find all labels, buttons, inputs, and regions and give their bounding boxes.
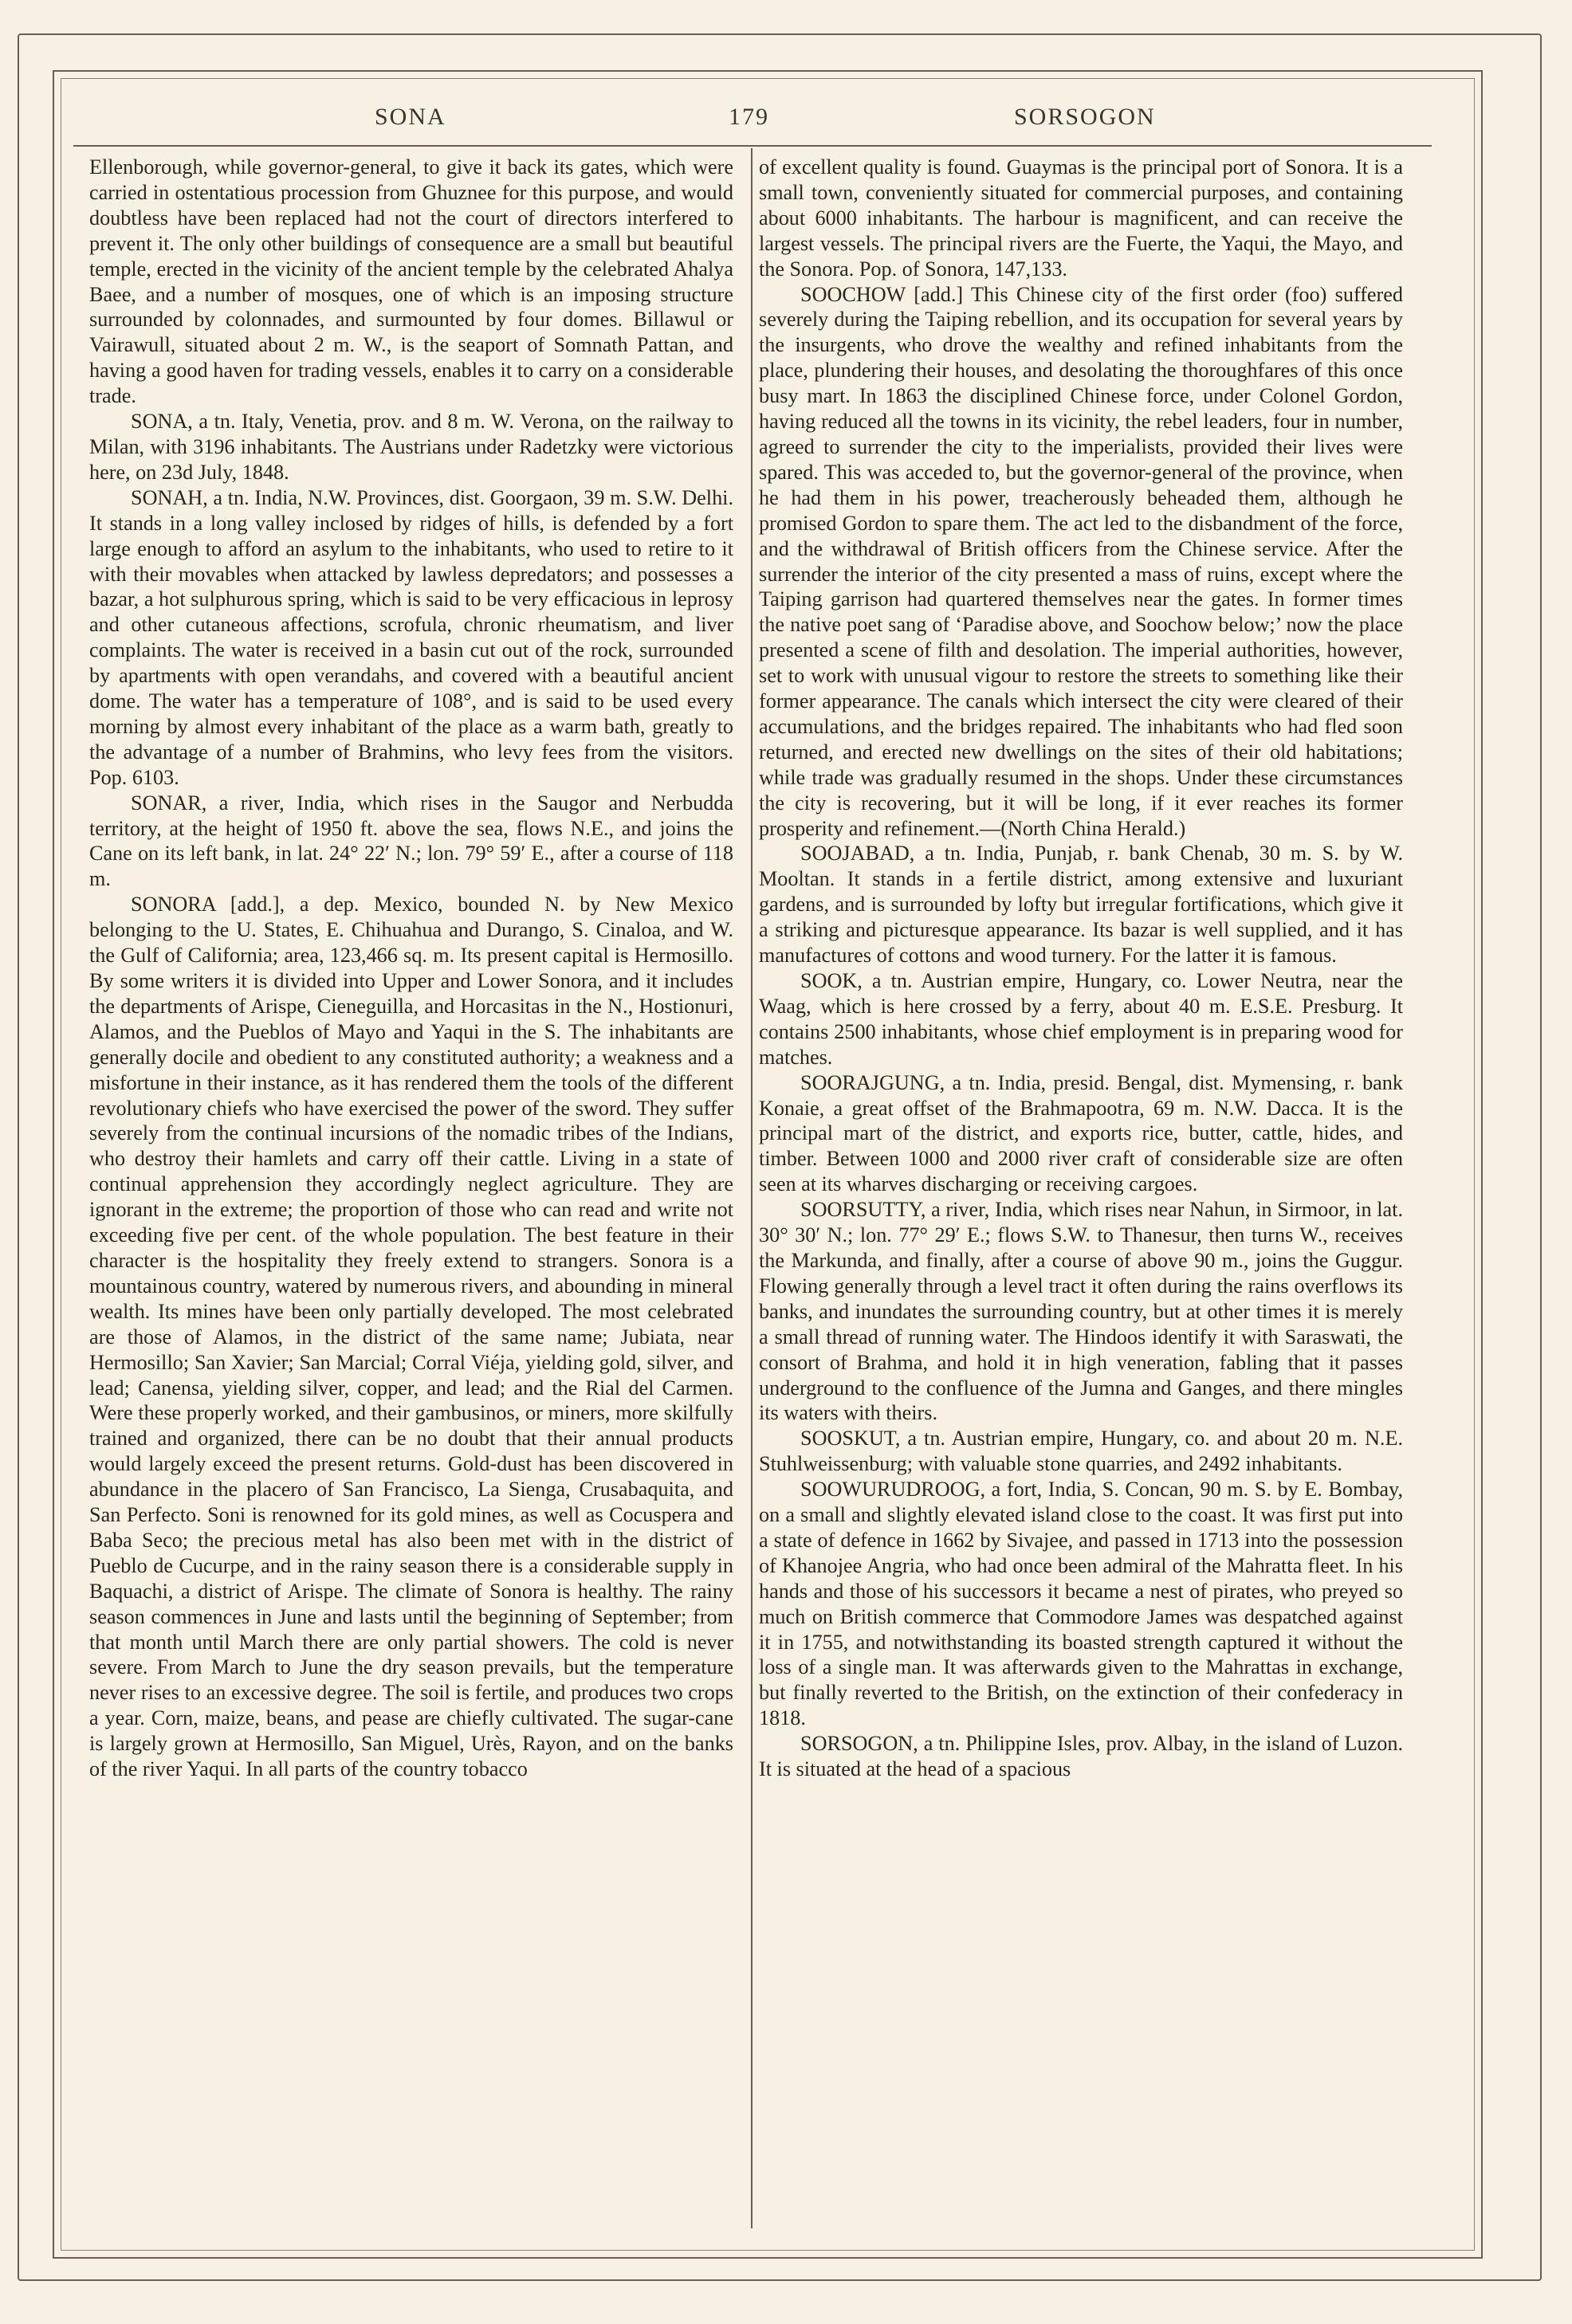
- entry-soorsutty: SOORSUTTY, a river, India, which rises near Nahun, in Sirmoor, in lat. 30° 30′ N.; lon. 77° 29′ E.; flows S.W. to Thanesur, then turns W., receives the Markunda, and finally, after a course of above 90 m., joins the Guggur. Flowing generally through a level tract it often during the rains overflows its banks, and inundates the surrounding country, but at other times it is merely a small thread of running water. The Hindoos identify it with Saraswati, the consort of Brahma, and hold it in high veneration, fabling that it passes underground to the confluence of the Jumna and Ganges, and there mingles its waters with theirs.: [759, 1198, 1403, 1425]
- entry-sonora: SONORA [add.], a dep. Mexico, bounded N. by New Mexico belonging to the U. States, E. Chihuahua and Durango, S. Cinaloa, and W. the Gulf of California; area, 123,466 sq. m. Its present capital is Hermosillo. By some writers it is divided into Upper and Lower Sonora, and it includes the departments of Arispe, Cieneguilla, and Horcasitas in the N., Hostionuri, Alamos, and the Pueblos of Mayo and Yaqui in the S. The inhabitants are generally docile and obedient to any constituted authority; a weakness and a misfortune in their instance, as it has rendered them the tools of the different revolutionary chiefs who have exercised the power of the sword. They suffer severely from the continual incursions of the nomadic tribes of the Indians, who destroy their hamlets and carry off their cattle. Living in a state of continual apprehension they accordingly neglect agriculture. They are ignorant in the extreme; the proportion of those who can read and write not exceeding five per cent. of the whole population. The best feature in their character is the hospitality they freely extend to strangers. Sonora is a mountainous country, watered by numerous rivers, and abounding in mineral wealth. Its mines have been only partially developed. The most celebrated are those of Alamos, in the district of the same name; Jubiata, near Hermosillo; San Xavier; San Marcial; Corral Viéja, yielding gold, silver, and lead; Canensa, yielding silver, copper, and lead; and the Rial del Carmen. Were these properly worked, and their gambusinos, or miners, more skilfully trained and organized, there can be no doubt that their annual products would largely exceed the present returns. Gold-dust has been discovered in abundance in the placero of San Francisco, La Sienga, Crusabaquita, and San Perfecto. Soni is renowned for its gold mines, as well as Cocuspera and Baba Seco; the precious metal has also been met with in the district of Pueblo de Cucurpe, and in the rainy season there is a considerable supply in Baquachi, a district of Arispe. The climate of Sonora is healthy. The rainy season commences in June and lasts until the beginning of September; from that month until March there are only partial showers. The cold is never severe. From March to June the dry season prevails, but the temperature never rises to an excessive degree. The soil is fertile, and produces two crops a year. Corn, maize, beans, and pease are chiefly cultivated. The sugar-cane is largely grown at Hermosillo, San Miguel, Urès, Rayon, and on the banks of the river Yaqui. In all parts of the country tobacco: [89, 893, 733, 1781]
- entry-soojabad: SOOJABAD, a tn. India, Punjab, r. bank Chenab, 30 m. S. by W. Mooltan. It stands in a fertile district, among extensive and luxuriant gardens, and is surrounded by lofty but irregular fortifications, which give it a striking and picturesque appearance. Its bazar is well supplied, and it has manufactures of cottons and wood turnery. For the latter it is famous.: [759, 842, 1403, 968]
- header-left-keyword: SONA: [375, 104, 446, 130]
- column-divider: [751, 148, 753, 2228]
- left-column: [89, 155, 733, 2227]
- running-header: [73, 104, 1429, 135]
- entry-sona: SONA, a tn. Italy, Venetia, prov. and 8 m. W. Verona, on the railway to Milan, with 3196 inhabitants. The Austrians under Radetzky were victorious here, on 23d July, 1848.: [89, 410, 733, 484]
- header-right-keyword: SORSOGON: [1014, 104, 1156, 130]
- entry-sonar: SONAR, a river, India, which rises in the Saugor and Nerbudda territory, at the height of 1950 ft. above the sea, flows N.E., and joins the Cane on its left bank, in lat. 24° 22′ N.; lon. 79° 59′ E., after a course of 118 m.: [89, 791, 733, 891]
- paragraph-continuation: Ellenborough, while governor-general, to give it back its gates, which were carried in ostentatious procession from Ghuznee for this purpose, and would doubtless have been replaced had not the court of directors interfered to prevent it. The only other buildings of consequence are a small but beautiful temple, erected in the vicinity of the ancient temple by the celebrated Ahalya Baee, and a number of mosques, one of which is an imposing structure surrounded by colonnades, and surmounted by four domes. Billawul or Vairawull, situated about 2 m. W., is the seaport of Somnath Pattan, and having a good haven for trading vessels, enables it to carry on a considerable trade.: [89, 155, 733, 408]
- page-number: 179: [729, 104, 769, 130]
- right-column: [759, 155, 1403, 2227]
- paragraph-continuation: of excellent quality is found. Guaymas is the principal port of Sonora. It is a small town, conveniently situated for commercial purposes, and containing about 6000 inhabitants. The harbour is magnificent, and can receive the largest vessels. The principal rivers are the Fuerte, the Yaqui, the Mayo, and the Sonora. Pop. of Sonora, 147,133.: [759, 155, 1403, 281]
- entry-sonah: SONAH, a tn. India, N.W. Provinces, dist. Goorgaon, 39 m. S.W. Delhi. It stands in a long valley inclosed by ridges of hills, is defended by a fort large enough to afford an asylum to the inhabitants, who used to retire to it with their movables when attacked by lawless depredators; and possesses a bazar, a hot sulphurous spring, which is said to be very efficacious in leprosy and other cutaneous affections, scrofula, chronic rheumatism, and liver complaints. The water is received in a basin cut out of the rock, surrounded by apartments with open verandahs, and covered with a beautiful ancient dome. The water has a temperature of 108°, and is said to be used every morning by almost every inhabitant of the place as a warm bath, greatly to the advantage of a number of Brahmins, who levy fees from the visitors. Pop. 6103.: [89, 485, 733, 789]
- entry-soowurudroog: SOOWURUDROOG, a fort, India, S. Concan, 90 m. S. by E. Bombay, on a small and slightly elevated island close to the coast. It was first put into a state of defence in 1662 by Sivajee, and passed in 1713 into the possession of Khanojee Angria, who had once been admiral of the Mahratta fleet. In his hands and those of his successors it became a nest of pirates, who preyed so much on British commerce that Commodore James was despatched against it in 1755, and notwithstanding its boasted strength captured it without the loss of a single man. It was afterwards given to the Mahrattas in exchange, but finally reverted to the British, on the extinction of their confederacy in 1818.: [759, 1478, 1403, 1730]
- entry-sorsogon: SORSOGON, a tn. Philippine Isles, prov. Albay, in the island of Luzon. It is situated at the head of a spacious: [759, 1732, 1403, 1781]
- entry-soochow: SOOCHOW [add.] This Chinese city of the first order (foo) suffered severely during the Taiping rebellion, and its occupation for several years by the insurgents, who drove the wealthy and refined inhabitants from the place, plundering their houses, and desolating the thoroughfares of this once busy mart. In 1863 the disciplined Chinese force, under Colonel Gordon, having reduced all the towns in its vicinity, the rebel leaders, four in number, agreed to surrender the city to the imperialists, provided their lives were spared. This was acceded to, but the governor-general of the province, when he had them in his power, treacherously beheaded them, although he promised Gordon to spare them. The act led to the disbandment of the force, and the withdrawal of British officers from the Chinese service. After the surrender the interior of the city presented a mass of ruins, except where the Taiping garrison had quartered themselves near the gates. In former times the native poet sang of ‘Paradise above, and Soochow below;’ now the place presented a scene of filth and desolation. The imperial authorities, however, set to work with unusual vigour to restore the streets to something like their former appearance. The canals which intersect the city were cleared of their accumulations, and the bridges repaired. The inhabitants who had fled soon returned, and erected new dwellings on the sites of their old habitations; while trade was gradually resumed in the shops. Under these circumstances the city is recovering, but it will be long, if it ever reaches its former prosperity and refinement.—(North China Herald.): [759, 282, 1403, 840]
- entry-sook: SOOK, a tn. Austrian empire, Hungary, co. Lower Neutra, near the Waag, which is here crossed by a ferry, about 40 m. E.S.E. Presburg. It contains 2500 inhabitants, whose chief employment is in preparing wood for matches.: [759, 969, 1403, 1069]
- entry-soorajgung: SOORAJGUNG, a tn. India, presid. Bengal, dist. Mymensing, r. bank Konaie, a great offset of the Brahmapootra, 69 m. N.W. Dacca. It is the principal mart of the district, and exports rice, butter, cattle, hides, and timber. Between 1000 and 2000 river craft of considerable size are often seen at its wharves discharging or receiving cargoes.: [759, 1070, 1403, 1196]
- entry-sooskut: SOOSKUT, a tn. Austrian empire, Hungary, co. and about 20 m. N.E. Stuhlweissenburg; with valuable stone quarries, and 2492 inhabitants.: [759, 1427, 1403, 1476]
- header-rule: [73, 145, 1432, 147]
